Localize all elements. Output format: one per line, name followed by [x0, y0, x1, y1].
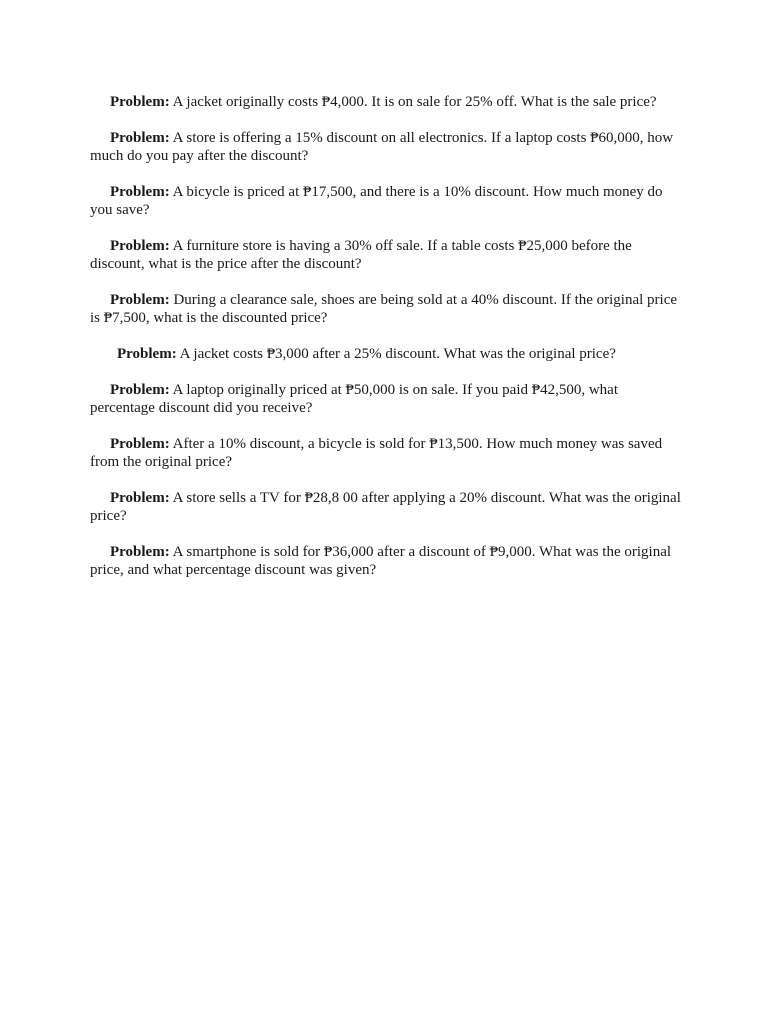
problem-item: [90, 543, 682, 579]
problem-item: [90, 183, 682, 219]
problem-label: Problem:: [110, 238, 170, 254]
problem-item: [90, 489, 682, 525]
problem-label: Problem:: [110, 292, 170, 308]
problem-item: [90, 291, 682, 327]
problem-label: Problem:: [110, 436, 170, 452]
problem-text: A jacket costs ₱3,000 after a 25% discount. What was the original price?: [176, 346, 616, 362]
problem-text: A store sells a TV for ₱28,8 00 after applying a 20% discount. What was the original price?: [90, 490, 681, 524]
problem-text: A laptop originally priced at ₱50,000 is on sale. If you paid ₱42,500, what percentage discount did you receive?: [90, 382, 618, 416]
problem-text: A furniture store is having a 30% off sale. If a table costs ₱25,000 before the discount, what is the price after the discount?: [90, 238, 632, 272]
problem-item: [90, 129, 682, 165]
problem-label: Problem:: [117, 346, 177, 362]
problem-text: A store is offering a 15% discount on all electronics. If a laptop costs ₱60,000, how much do you pay after the discount?: [90, 130, 674, 164]
problem-item: [90, 345, 682, 363]
problem-text: During a clearance sale, shoes are being sold at a 40% discount. If the original price is ₱7,500, what is the discounted price?: [90, 292, 678, 326]
problem-label: Problem:: [110, 94, 170, 110]
problem-text: A smartphone is sold for ₱36,000 after a discount of ₱9,000. What was the original price, and what percentage discount was given?: [90, 544, 672, 578]
problem-label: Problem:: [110, 544, 170, 560]
problem-label: Problem:: [110, 382, 170, 398]
problem-label: Problem:: [110, 130, 170, 146]
problem-label: Problem:: [110, 184, 170, 200]
problem-text: A jacket originally costs ₱4,000. It is on sale for 25% off. What is the sale price?: [169, 94, 657, 110]
problem-item: [90, 237, 682, 273]
problem-text: A bicycle is priced at ₱17,500, and there is a 10% discount. How much money do you save?: [90, 184, 663, 218]
document-page: [90, 93, 682, 597]
problem-label: Problem:: [110, 490, 170, 506]
problem-text: After a 10% discount, a bicycle is sold for ₱13,500. How much money was saved from the original price?: [90, 436, 663, 470]
problem-item: [90, 93, 682, 111]
problem-item: [90, 381, 682, 417]
problem-item: [90, 435, 682, 471]
